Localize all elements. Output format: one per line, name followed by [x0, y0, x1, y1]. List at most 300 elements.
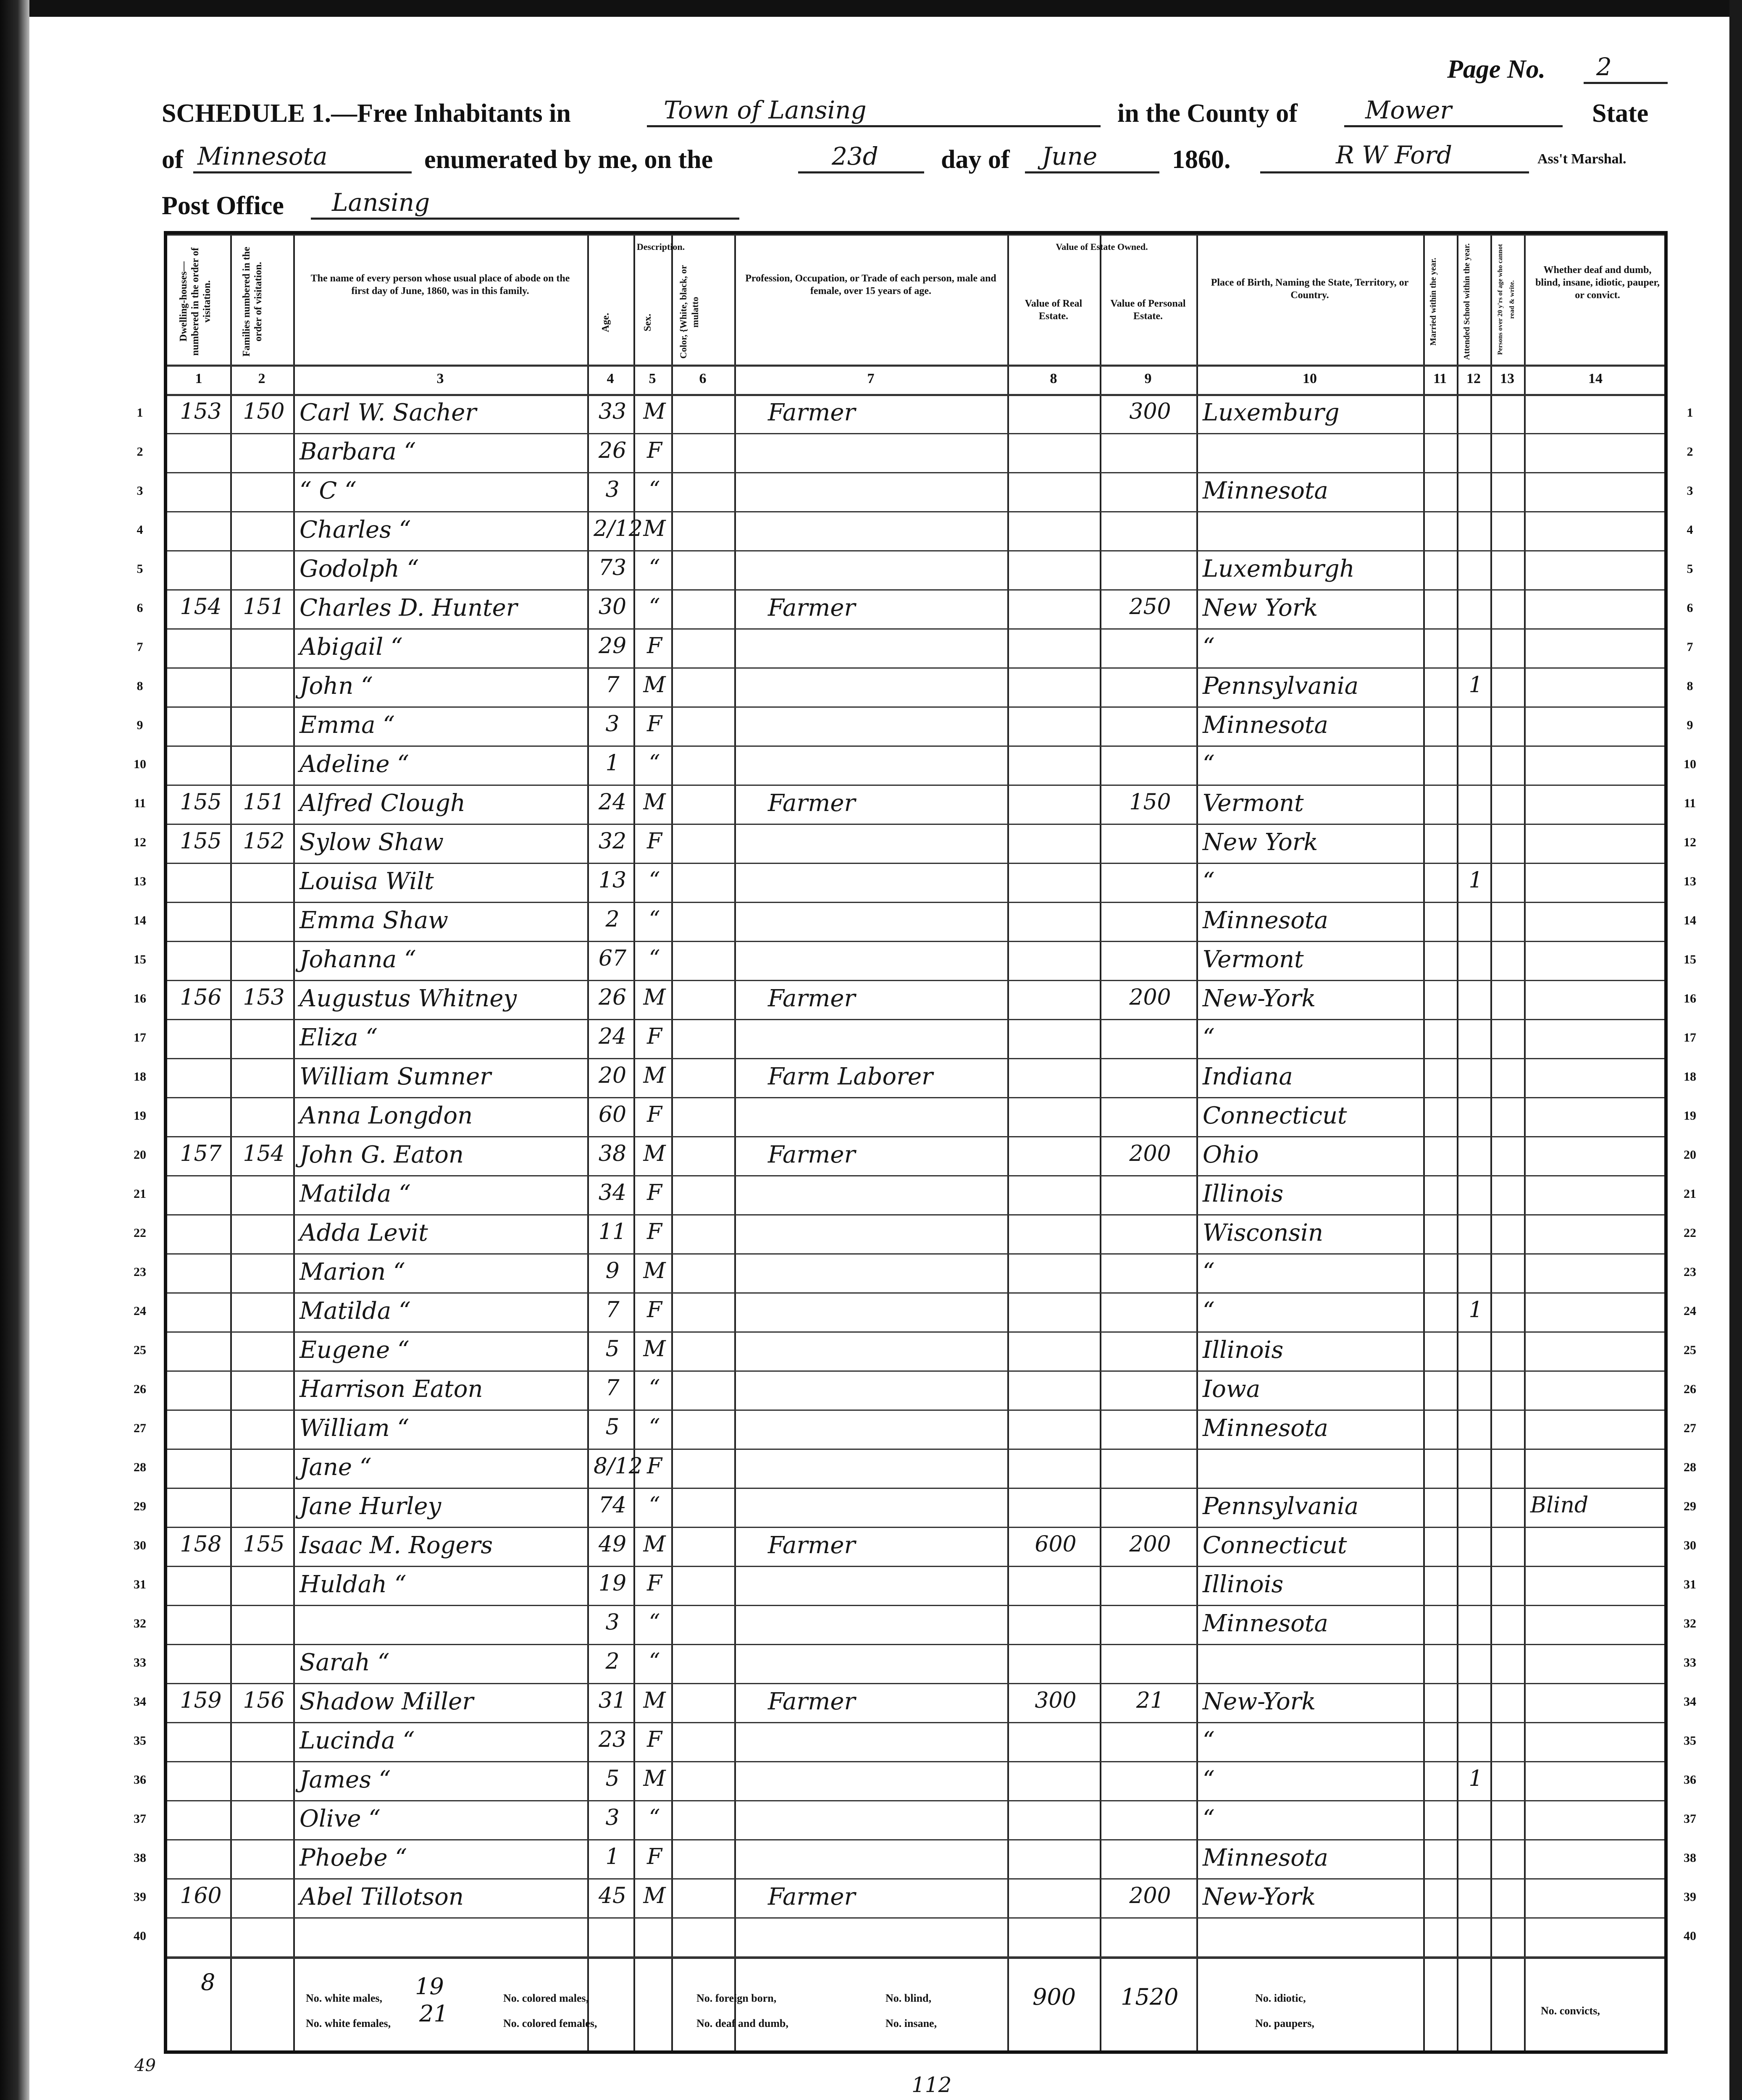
row-number-left: 6 — [137, 601, 143, 615]
row-number-right: 34 — [1684, 1695, 1696, 1709]
birthplace: Indiana — [1203, 1063, 1293, 1090]
attended-school: 1 — [1469, 672, 1483, 698]
person-name: William Sumner — [300, 1063, 491, 1090]
age: 2 — [605, 907, 620, 932]
sex: F — [646, 1844, 662, 1869]
colored-males-label: No. colored males, — [503, 1992, 589, 2004]
age: 67 — [598, 946, 627, 971]
sex: M — [643, 1688, 666, 1713]
row-number-left: 28 — [134, 1460, 146, 1474]
sex: M — [643, 516, 666, 541]
person-name: Eugene “ — [300, 1336, 410, 1364]
person-name: Anna Longdon — [300, 1102, 473, 1129]
scan-border-right — [1729, 0, 1742, 2100]
col-header-description: Description. — [636, 242, 685, 252]
birthplace: “ — [1203, 1258, 1215, 1286]
sex: “ — [649, 1415, 660, 1440]
row-number-left: 36 — [134, 1773, 146, 1787]
person-name: Olive “ — [300, 1805, 381, 1832]
col-header-age: Age. — [600, 313, 611, 332]
row-number-left: 37 — [134, 1812, 146, 1826]
age: 26 — [598, 438, 627, 463]
column-number: 4 — [607, 371, 614, 386]
col-header-illiterate: Persons over 20 y'rs of age who cannot read & write. — [1497, 244, 1516, 355]
white-females-label: No. white females, — [306, 2017, 391, 2029]
dwelling-number: 157 — [180, 1141, 222, 1166]
personal-estate-value: 200 — [1129, 1532, 1171, 1557]
row-number-left: 7 — [137, 640, 143, 654]
age: 29 — [598, 633, 627, 659]
condition: Blind — [1530, 1493, 1589, 1518]
row-number-right: 30 — [1684, 1538, 1696, 1552]
age: 74 — [598, 1493, 627, 1518]
sex: M — [643, 399, 666, 424]
row-number-right: 15 — [1684, 953, 1696, 966]
row-number-left: 30 — [134, 1538, 146, 1552]
age: 7 — [605, 1297, 620, 1323]
row-number-right: 25 — [1684, 1343, 1696, 1357]
person-name: Isaac M. Rogers — [300, 1532, 493, 1559]
col-header-condition: Whether deaf and dumb, blind, insane, idiotic, pauper, or convict. — [1535, 265, 1660, 301]
sex: “ — [649, 946, 660, 971]
row-number-right: 5 — [1687, 562, 1693, 576]
age: 1 — [605, 751, 620, 776]
row-number-left: 20 — [134, 1148, 146, 1162]
row-number-right: 14 — [1684, 914, 1696, 927]
sex: F — [646, 633, 662, 659]
sex: F — [646, 1180, 662, 1205]
age: 26 — [598, 985, 627, 1010]
sex: “ — [649, 1805, 660, 1830]
person-name: Louisa Wilt — [300, 868, 434, 895]
county-name: Mower — [1365, 96, 1452, 124]
age: 60 — [598, 1102, 627, 1127]
occupation: Farmer — [768, 790, 856, 817]
sex: “ — [649, 1649, 660, 1674]
row-number-left: 1 — [137, 406, 143, 420]
row-number-right: 8 — [1687, 679, 1693, 693]
col-header-dwelling: Dwelling-houses—numbered in the order of visitation. — [178, 247, 213, 356]
age: 49 — [598, 1532, 627, 1557]
column-number: 3 — [436, 371, 444, 386]
row-number-left: 32 — [134, 1617, 146, 1630]
schedule-title: SCHEDULE 1.—Free Inhabitants in — [162, 99, 571, 128]
age: 20 — [598, 1063, 627, 1088]
person-name: Carl W. Sacher — [300, 399, 477, 426]
row-number-left: 35 — [134, 1734, 146, 1748]
dwelling-number: 160 — [180, 1883, 222, 1908]
sex: “ — [649, 1376, 660, 1401]
birthplace: Minnesota — [1203, 1415, 1328, 1442]
birthplace: Pennsylvania — [1203, 672, 1359, 700]
age: 7 — [605, 1376, 620, 1401]
sex: F — [646, 829, 662, 854]
row-number-left: 16 — [134, 992, 146, 1005]
birthplace: Connecticut — [1203, 1532, 1347, 1559]
sex: “ — [649, 594, 660, 620]
dwelling-number: 158 — [180, 1532, 222, 1557]
corner-mark: 49 — [134, 2056, 156, 2075]
row-number-left: 33 — [134, 1656, 146, 1670]
age: 1 — [605, 1844, 620, 1869]
age: 5 — [605, 1415, 620, 1440]
row-number-right: 17 — [1684, 1031, 1696, 1045]
birthplace: Vermont — [1203, 790, 1304, 817]
sex: F — [646, 438, 662, 463]
row-number-right: 2 — [1687, 445, 1693, 459]
age: 5 — [605, 1336, 620, 1362]
occupation: Farmer — [768, 594, 856, 622]
birthplace: “ — [1203, 868, 1215, 895]
row-number-right: 21 — [1684, 1187, 1696, 1201]
birthplace: Illinois — [1203, 1571, 1284, 1598]
day-of-label: day of — [941, 145, 1010, 174]
column-number: 10 — [1303, 371, 1317, 386]
sex: “ — [649, 477, 660, 502]
row-number-left: 17 — [134, 1031, 146, 1045]
row-number-right: 37 — [1684, 1812, 1696, 1826]
age: 45 — [598, 1883, 627, 1908]
birthplace: Minnesota — [1203, 477, 1328, 504]
occupation: Farmer — [768, 985, 856, 1012]
col-header-family: Families numbered in the order of visitation. — [241, 247, 264, 357]
birthplace: “ — [1203, 1805, 1215, 1832]
dwelling-number: 153 — [180, 399, 222, 424]
row-number-left: 40 — [134, 1929, 146, 1943]
personal-estate-value: 200 — [1129, 1883, 1171, 1908]
age: 24 — [598, 790, 627, 815]
person-name: Sylow Shaw — [300, 829, 444, 856]
age: 11 — [598, 1219, 627, 1244]
personal-estate-value: 200 — [1129, 985, 1171, 1010]
column-number: 8 — [1050, 371, 1057, 386]
age: 3 — [605, 477, 620, 502]
birthplace: Minnesota — [1203, 907, 1328, 934]
post-office-name: Lansing — [332, 188, 430, 217]
sex: “ — [649, 1493, 660, 1518]
age: 5 — [605, 1766, 620, 1791]
stamp-number: 112 — [912, 2073, 952, 2097]
sex: “ — [649, 751, 660, 776]
age: 2 — [605, 1649, 620, 1674]
row-number-left: 29 — [134, 1499, 146, 1513]
foreign-born-label: No. foreign born, — [696, 1992, 777, 2004]
sex: M — [643, 1532, 666, 1557]
row-number-right: 40 — [1684, 1929, 1696, 1943]
birthplace: Luxemburgh — [1203, 555, 1355, 583]
col-header-personal-estate: Value of Personal Estate. — [1110, 298, 1186, 322]
occupation: Farmer — [768, 1883, 856, 1911]
sex: “ — [649, 868, 660, 893]
personal-estate-value: 21 — [1136, 1688, 1164, 1713]
sex: F — [646, 1297, 662, 1323]
sex: F — [646, 711, 662, 737]
age: 34 — [598, 1180, 627, 1205]
sex: F — [646, 1219, 662, 1244]
column-number: 13 — [1500, 371, 1514, 386]
dwelling-number: 156 — [180, 985, 222, 1010]
family-number: 151 — [243, 790, 285, 815]
row-number-right: 7 — [1687, 640, 1693, 654]
person-name: Augustus Whitney — [300, 985, 517, 1012]
birthplace: Vermont — [1203, 946, 1304, 973]
birthplace: New-York — [1203, 985, 1316, 1012]
age: 13 — [598, 868, 627, 893]
birthplace: Illinois — [1203, 1180, 1284, 1208]
real-estate-total: 900 — [1033, 1984, 1076, 2010]
row-number-right: 4 — [1687, 523, 1693, 537]
age: 73 — [598, 555, 627, 580]
col-header-married: Married within the year. — [1429, 257, 1438, 346]
state-name: Minnesota — [197, 142, 328, 171]
row-number-right: 26 — [1684, 1382, 1696, 1396]
person-name: John “ — [300, 672, 373, 700]
person-name: Lucinda “ — [300, 1727, 415, 1754]
row-number-left: 3 — [137, 484, 143, 498]
age: 3 — [605, 1805, 620, 1830]
age: 3 — [605, 1610, 620, 1635]
column-number: 6 — [699, 371, 707, 386]
row-number-right: 6 — [1687, 601, 1693, 615]
row-number-right: 1 — [1687, 406, 1693, 420]
sex: M — [643, 1883, 666, 1908]
sex: “ — [649, 1610, 660, 1635]
row-number-right: 12 — [1684, 835, 1696, 849]
person-name: Jane “ — [300, 1454, 372, 1481]
attended-school: 1 — [1469, 868, 1483, 893]
census-table — [134, 231, 1696, 2054]
dwelling-number: 159 — [180, 1688, 222, 1713]
birthplace: Pennsylvania — [1203, 1493, 1359, 1520]
sex: M — [643, 790, 666, 815]
person-name: Emma Shaw — [300, 907, 449, 934]
col-header-school: Attended School within the year. — [1462, 243, 1471, 360]
row-number-right: 11 — [1684, 796, 1696, 810]
sex: M — [643, 1258, 666, 1284]
column-number: 9 — [1144, 371, 1152, 386]
col-header-color: Color, {White, black, or mulatto — [678, 265, 700, 359]
insane-label: No. insane, — [885, 2017, 937, 2029]
row-number-right: 35 — [1684, 1734, 1696, 1748]
person-name: William “ — [300, 1415, 410, 1442]
row-number-left: 25 — [134, 1343, 146, 1357]
dwelling-count: 8 — [201, 1969, 215, 1995]
column-number: 11 — [1433, 371, 1447, 386]
personal-estate-total: 1520 — [1121, 1984, 1179, 2010]
age: 19 — [598, 1571, 627, 1596]
personal-estate-value: 300 — [1129, 399, 1171, 424]
row-number-left: 14 — [134, 914, 146, 927]
state-label: State — [1592, 99, 1649, 128]
col-header-real-estate: Value of Real Estate. — [1025, 298, 1083, 322]
birthplace: Iowa — [1203, 1376, 1261, 1403]
person-name: Alfred Clough — [300, 790, 466, 817]
age: 3 — [605, 711, 620, 737]
row-number-left: 31 — [134, 1578, 146, 1591]
age: 38 — [598, 1141, 627, 1166]
page-number-label: Page No. — [1447, 55, 1546, 84]
sex: F — [646, 1571, 662, 1596]
page-number: 2 — [1596, 52, 1612, 81]
white-males-value: 19 — [415, 1973, 444, 2000]
blind-label: No. blind, — [885, 1992, 932, 2004]
person-name: “ C “ — [300, 477, 357, 504]
birthplace: Minnesota — [1203, 1610, 1328, 1637]
column-number: 5 — [649, 371, 656, 386]
enumeration-month: June — [1042, 142, 1098, 171]
row-number-right: 23 — [1684, 1265, 1696, 1279]
age: 9 — [605, 1258, 620, 1284]
person-name: Jane Hurley — [300, 1493, 441, 1520]
sex: F — [646, 1727, 662, 1752]
sex: F — [646, 1454, 662, 1479]
personal-estate-value: 250 — [1129, 594, 1171, 620]
row-number-left: 11 — [134, 796, 146, 810]
row-number-left: 4 — [137, 523, 143, 537]
birthplace: Minnesota — [1203, 711, 1328, 739]
dwelling-number: 154 — [180, 594, 222, 620]
person-name: Harrison Eaton — [300, 1376, 483, 1403]
occupation: Farmer — [768, 399, 856, 426]
row-number-left: 12 — [134, 835, 146, 849]
white-males-label: No. white males, — [306, 1992, 382, 2004]
col-header-estate: Value of Estate Owned. — [1056, 242, 1148, 252]
row-number-right: 27 — [1684, 1421, 1696, 1435]
attended-school: 1 — [1469, 1766, 1483, 1791]
birthplace: Ohio — [1203, 1141, 1259, 1168]
row-number-left: 18 — [134, 1070, 146, 1084]
county-label: in the County of — [1117, 99, 1298, 128]
birthplace: Connecticut — [1203, 1102, 1347, 1129]
row-number-right: 10 — [1684, 757, 1696, 771]
row-number-left: 23 — [134, 1265, 146, 1279]
birthplace: “ — [1203, 1297, 1215, 1325]
age: 30 — [598, 594, 627, 620]
enumeration-year: 1860. — [1172, 145, 1231, 174]
colored-females-label: No. colored females, — [503, 2017, 597, 2029]
dwelling-number: 155 — [180, 829, 222, 854]
column-number: 7 — [867, 371, 875, 386]
person-name: Huldah “ — [300, 1571, 407, 1598]
col-header-occupation: Profession, Occupation, or Trade of each person, male and female, over 15 years of age. — [745, 273, 996, 297]
person-name: Phoebe “ — [300, 1844, 407, 1872]
row-number-right: 22 — [1684, 1226, 1696, 1240]
paupers-label: No. paupers, — [1255, 2017, 1314, 2029]
person-name: James “ — [300, 1766, 391, 1793]
sex: M — [643, 1063, 666, 1088]
person-name: Shadow Miller — [300, 1688, 474, 1715]
row-number-right: 24 — [1684, 1304, 1696, 1318]
birthplace: “ — [1203, 633, 1215, 661]
personal-estate-value: 200 — [1129, 1141, 1171, 1166]
person-name: Charles “ — [300, 516, 411, 543]
birthplace: Minnesota — [1203, 1844, 1328, 1872]
person-name: Abel Tillotson — [300, 1883, 464, 1911]
age: 33 — [598, 399, 627, 424]
sex: M — [643, 672, 666, 698]
row-number-right: 9 — [1687, 718, 1693, 732]
birthplace: Luxemburg — [1203, 399, 1340, 426]
column-number: 12 — [1466, 371, 1481, 386]
person-name: Charles D. Hunter — [300, 594, 518, 622]
sex: F — [646, 1024, 662, 1049]
row-number-left: 19 — [134, 1109, 146, 1123]
row-number-left: 21 — [134, 1187, 146, 1201]
row-number-right: 16 — [1684, 992, 1696, 1005]
deaf-dumb-label: No. deaf and dumb, — [696, 2017, 788, 2029]
birthplace: New York — [1203, 594, 1318, 622]
person-name: Matilda “ — [300, 1297, 411, 1325]
real-estate-value: 300 — [1035, 1688, 1077, 1713]
person-name: Eliza “ — [300, 1024, 378, 1051]
occupation: Farmer — [768, 1688, 856, 1715]
sex: F — [646, 1102, 662, 1127]
real-estate-value: 600 — [1035, 1532, 1077, 1557]
person-name: Johanna “ — [300, 946, 416, 973]
row-number-right: 19 — [1684, 1109, 1696, 1123]
scan-border-top — [0, 0, 1742, 17]
person-name: Godolph “ — [300, 555, 419, 583]
birthplace: “ — [1203, 1766, 1215, 1793]
person-name: Matilda “ — [300, 1180, 411, 1208]
row-number-left: 38 — [134, 1851, 146, 1865]
birthplace: “ — [1203, 1727, 1215, 1754]
sex: “ — [649, 907, 660, 932]
col-header-sex: Sex. — [642, 314, 653, 331]
enumeration-day: 23d — [832, 142, 878, 171]
birthplace: Wisconsin — [1203, 1219, 1324, 1247]
row-number-left: 5 — [137, 562, 143, 576]
birthplace: New-York — [1203, 1688, 1316, 1715]
family-number: 156 — [243, 1688, 285, 1713]
age: 23 — [598, 1727, 627, 1752]
person-name: Emma “ — [300, 711, 395, 739]
person-name: Adeline “ — [300, 751, 409, 778]
age: 8/12 — [594, 1454, 643, 1479]
personal-estate-value: 150 — [1129, 790, 1171, 815]
family-number: 153 — [243, 985, 285, 1010]
row-number-right: 29 — [1684, 1499, 1696, 1513]
person-name: John G. Eaton — [300, 1141, 464, 1168]
row-number-left: 34 — [134, 1695, 146, 1709]
family-number: 150 — [243, 399, 285, 424]
row-number-left: 2 — [137, 445, 143, 459]
row-number-left: 39 — [134, 1890, 146, 1904]
convicts-label: No. convicts, — [1541, 2005, 1600, 2017]
birthplace: New York — [1203, 829, 1318, 856]
person-name: Abigail “ — [300, 633, 403, 661]
row-number-right: 32 — [1684, 1617, 1696, 1630]
row-number-right: 33 — [1684, 1656, 1696, 1670]
sex: M — [643, 1141, 666, 1166]
birthplace: “ — [1203, 751, 1215, 778]
marshal-signature: R W Ford — [1336, 141, 1453, 169]
row-number-left: 10 — [134, 757, 146, 771]
row-number-right: 38 — [1684, 1851, 1696, 1865]
row-number-right: 36 — [1684, 1773, 1696, 1787]
row-number-left: 26 — [134, 1382, 146, 1396]
sex: M — [643, 1766, 666, 1791]
row-number-left: 27 — [134, 1421, 146, 1435]
row-number-left: 24 — [134, 1304, 146, 1318]
person-name: Marion “ — [300, 1258, 405, 1286]
row-number-right: 31 — [1684, 1578, 1696, 1591]
row-number-right: 20 — [1684, 1148, 1696, 1162]
age: 24 — [598, 1024, 627, 1049]
col-header-name: The name of every person whose usual place of abode on the first day of June, 1860, was in this family. — [310, 273, 570, 297]
row-number-left: 13 — [134, 874, 146, 888]
sex: M — [643, 1336, 666, 1362]
